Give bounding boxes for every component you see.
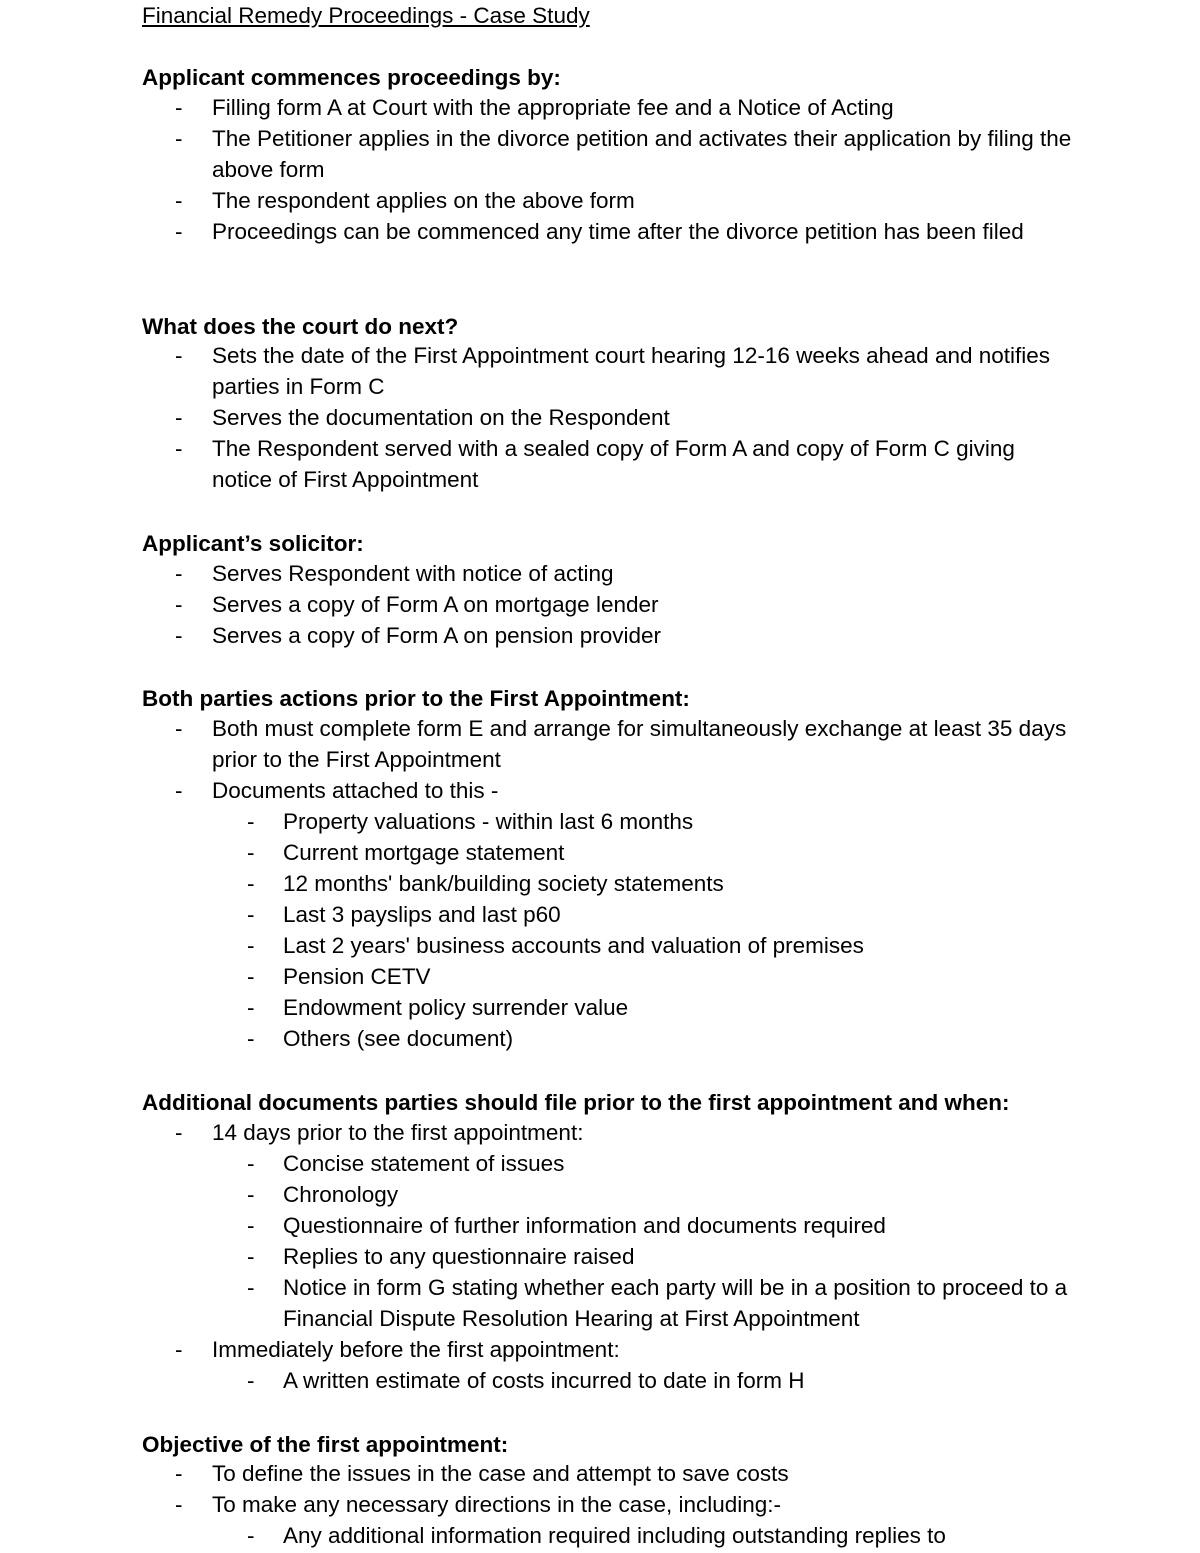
sub-list-item xyxy=(247,837,1083,868)
bullet-dash: - xyxy=(247,809,255,834)
bullet-dash: - xyxy=(175,405,183,430)
list-item xyxy=(175,713,1072,775)
document-title: Financial Remedy Proceedings - Case Study xyxy=(142,3,590,28)
list-item-text: 14 days prior to the first appointment: xyxy=(212,1120,584,1145)
sub-list-item xyxy=(247,1148,1083,1179)
bullet-dash: - xyxy=(175,436,183,461)
list-item-text: Any additional information required including outstanding replies to xyxy=(283,1523,946,1548)
sub-list-item xyxy=(247,806,1083,837)
bullet-dash: - xyxy=(247,1523,255,1548)
list-item xyxy=(175,775,1072,806)
bullet-dash: - xyxy=(175,343,183,368)
list-item xyxy=(175,340,1072,402)
sub-list-item xyxy=(247,1023,1083,1054)
sub-list-item xyxy=(247,1272,1083,1334)
list-item-text: Filling form A at Court with the appropriate fee and a Notice of Acting xyxy=(212,95,894,120)
sub-list-item xyxy=(247,1365,1083,1396)
sub-list-item xyxy=(247,1241,1083,1272)
bullet-dash: - xyxy=(175,219,183,244)
list-item-text: Concise statement of issues xyxy=(283,1151,565,1176)
list-item-text: Questionnaire of further information and documents required xyxy=(283,1213,886,1238)
list-item-text: Pension CETV xyxy=(283,964,431,989)
list-item-text: The Respondent served with a sealed copy of Form A and copy of Form C giving notice of First Appointment xyxy=(212,436,1015,492)
sub-list-item xyxy=(247,1520,1083,1551)
sub-list-item xyxy=(247,961,1083,992)
bullet-dash: - xyxy=(247,840,255,865)
list-item-text: Serves the documentation on the Respondent xyxy=(212,405,670,430)
list-item xyxy=(175,123,1072,185)
bullet-dash: - xyxy=(175,592,183,617)
list-item-text: Chronology xyxy=(283,1182,399,1207)
list-item-text: To make any necessary directions in the case, including:- xyxy=(212,1492,782,1517)
list-item-text: Last 2 years' business accounts and valuation of premises xyxy=(283,933,864,958)
bullet-dash: - xyxy=(175,1492,183,1517)
sub-list-item xyxy=(247,868,1083,899)
sub-list-item xyxy=(247,899,1083,930)
list-item-text: Current mortgage statement xyxy=(283,840,565,865)
list-item xyxy=(175,216,1072,247)
list-item-text: Immediately before the first appointment: xyxy=(212,1337,620,1362)
bullet-dash: - xyxy=(175,126,183,151)
bullet-dash: - xyxy=(175,188,183,213)
sub-list-item xyxy=(247,1210,1083,1241)
list-item-text: Serves a copy of Form A on mortgage lender xyxy=(212,592,659,617)
list-item-text: Sets the date of the First Appointment court hearing 12-16 weeks ahead and notifies parties in Form C xyxy=(212,343,1051,399)
list-item-text: Others (see document) xyxy=(283,1026,514,1051)
list-item-text: Serves Respondent with notice of acting xyxy=(212,561,614,586)
section-heading: What does the court do next? xyxy=(142,314,459,339)
list-item-text: Replies to any questionnaire raised xyxy=(283,1244,635,1269)
bullet-dash: - xyxy=(175,1120,183,1145)
list-item xyxy=(175,92,1072,123)
list-item-text: Notice in form G stating whether each party will be in a position to proceed to a Financial Dispute Resolution Hearing at First Appointment xyxy=(283,1275,1068,1331)
list-item-text: A written estimate of costs incurred to date in form H xyxy=(283,1368,805,1393)
list-item xyxy=(175,1458,1072,1489)
section-heading: Objective of the first appointment: xyxy=(142,1432,509,1457)
list-item xyxy=(175,589,1072,620)
bullet-dash: - xyxy=(175,778,183,803)
sub-list-item xyxy=(247,930,1083,961)
bullet-dash: - xyxy=(247,871,255,896)
section-heading: Both parties actions prior to the First Appointment: xyxy=(142,686,690,711)
list-item-text: Documents attached to this - xyxy=(212,778,499,803)
bullet-dash: - xyxy=(175,561,183,586)
bullet-dash: - xyxy=(247,933,255,958)
list-item xyxy=(175,185,1072,216)
list-item xyxy=(175,1334,1072,1365)
bullet-dash: - xyxy=(247,964,255,989)
bullet-dash: - xyxy=(175,716,183,741)
bullet-dash: - xyxy=(247,902,255,927)
list-item-text: Property valuations - within last 6 months xyxy=(283,809,694,834)
bullet-dash: - xyxy=(247,1213,255,1238)
list-item xyxy=(175,558,1072,589)
section-heading: Additional documents parties should file prior to the first appointment and when: xyxy=(142,1090,1010,1115)
list-item xyxy=(175,620,1072,651)
bullet-dash: - xyxy=(247,1151,255,1176)
bullet-dash: - xyxy=(175,95,183,120)
list-item-text: Endowment policy surrender value xyxy=(283,995,629,1020)
bullet-dash: - xyxy=(247,1368,255,1393)
section-heading: Applicant commences proceedings by: xyxy=(142,65,561,90)
list-item-text: The respondent applies on the above form xyxy=(212,188,635,213)
list-item-text: Proceedings can be commenced any time after the divorce petition has been filed xyxy=(212,219,1024,244)
sub-list-item xyxy=(247,1179,1083,1210)
list-item-text: To define the issues in the case and attempt to save costs xyxy=(212,1461,789,1486)
bullet-dash: - xyxy=(247,1275,255,1300)
sub-list-item xyxy=(247,992,1083,1023)
list-item-text: Last 3 payslips and last p60 xyxy=(283,902,561,927)
bullet-dash: - xyxy=(247,1026,255,1051)
list-item xyxy=(175,1117,1072,1148)
list-item-text: 12 months' bank/building society statements xyxy=(283,871,724,896)
bullet-dash: - xyxy=(247,1244,255,1269)
bullet-dash: - xyxy=(175,1461,183,1486)
section-heading: Applicant’s solicitor: xyxy=(142,531,364,556)
list-item xyxy=(175,1489,1072,1520)
list-item-text: The Petitioner applies in the divorce petition and activates their application by filing the above form xyxy=(212,126,1072,182)
bullet-dash: - xyxy=(175,1337,183,1362)
list-item xyxy=(175,433,1072,495)
list-item xyxy=(175,402,1072,433)
bullet-dash: - xyxy=(247,995,255,1020)
list-item-text: Serves a copy of Form A on pension provider xyxy=(212,623,661,648)
bullet-dash: - xyxy=(247,1182,255,1207)
bullet-dash: - xyxy=(175,623,183,648)
list-item-text: Both must complete form E and arrange for simultaneously exchange at least 35 days prior to the First Appointment xyxy=(212,716,1067,772)
